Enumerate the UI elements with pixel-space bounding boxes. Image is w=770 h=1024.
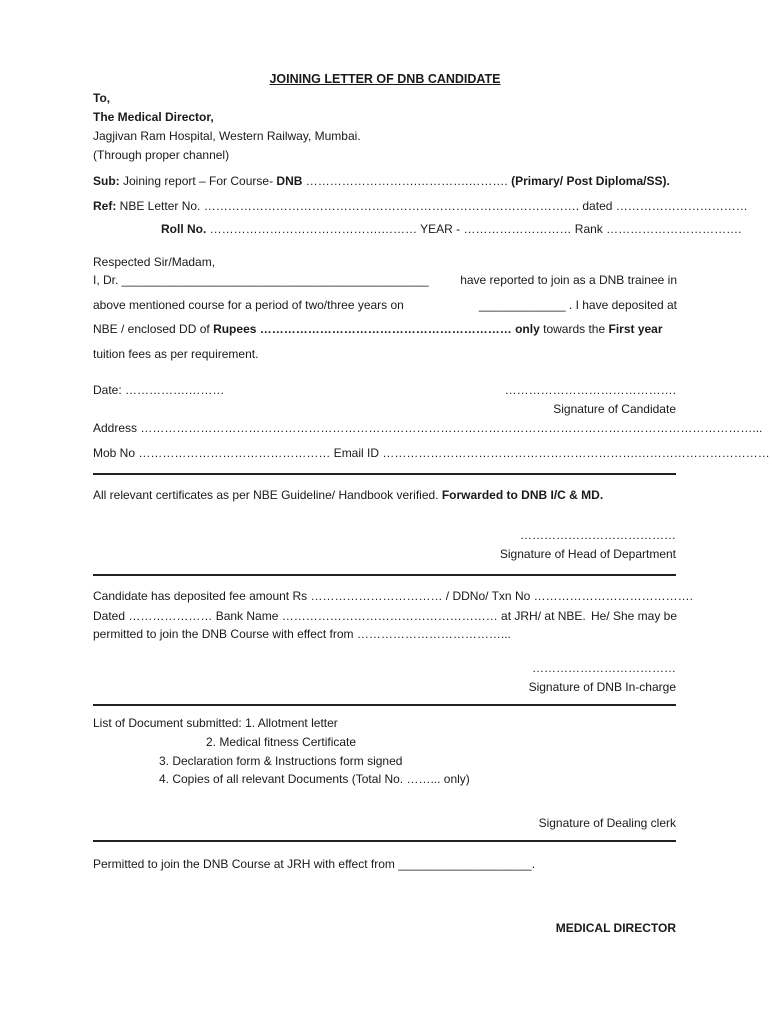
body-line-1 (93, 273, 677, 288)
section-divider (93, 704, 676, 706)
salutation: Respected Sir/Madam, (93, 255, 216, 269)
subject-course-field[interactable]: ……………………….………….………. (302, 174, 508, 188)
fee-line-1[interactable]: Candidate has deposited fee amount Rs …………………………… / DDNo/ Txn No …………………………………. (93, 589, 693, 603)
body-line-4: tuition fees as per requirement. (93, 347, 259, 361)
first-year-label: First year (608, 322, 663, 336)
fee-line-2 (93, 609, 677, 624)
medical-director-label: MEDICAL DIRECTOR (555, 921, 676, 935)
documents-list-label: List of Document submitted: 1. Allotment letter (93, 716, 338, 730)
addressee-to: To, (93, 91, 111, 105)
subject-text: Joining report – For Course- (119, 174, 277, 188)
roll-text[interactable]: …………………………………….……… YEAR - ……………………… Rank ……………………………. (206, 222, 742, 236)
body-line-2-text: above mentioned course for a period of two/three years on (93, 298, 404, 312)
permitted-line[interactable]: Permitted to join the DNB Course at JRH with effect from ____________________. (93, 857, 536, 871)
joining-date-field[interactable]: _____________ . I have deposited at (478, 298, 677, 312)
subject-dnb: DNB (276, 174, 303, 188)
clerk-signature-label: Signature of Dealing clerk (538, 816, 676, 830)
forwarded-text: Forwarded to DNB I/C & MD. (441, 488, 604, 502)
rupees-field[interactable]: ……………………………………………………… (256, 322, 512, 336)
incharge-signature-field[interactable]: ……………………………… (532, 661, 676, 675)
roll-line (161, 222, 741, 237)
fee-line-2-text[interactable]: Dated ………………… Bank Name ……………………………………………… at JRH/ at NBE. (93, 609, 586, 623)
section-divider (93, 840, 676, 842)
addressee-title: The Medical Director, (93, 110, 214, 124)
candidate-signature-field[interactable]: ……………………………………. (504, 383, 676, 397)
body-line-3-towards: towards the (539, 322, 609, 336)
body-line-3-text: NBE / enclosed DD of (93, 322, 214, 336)
section-divider (93, 473, 676, 475)
body-line-2 (93, 298, 677, 313)
subject-line (93, 174, 670, 189)
fee-line-2-end: He/ She may be (590, 609, 677, 623)
reference-text[interactable]: NBE Letter No. …………………………………………………………………………………. dated …………………………… (116, 199, 748, 213)
subject-course-type: (Primary/ Post Diploma/SS). (507, 174, 670, 188)
address-field[interactable]: Address ………………………………………………………………………………………………………………………………………... (93, 421, 763, 435)
doctor-name-field[interactable]: I, Dr. ______________________________________________ (93, 273, 429, 287)
subject-label: Sub: (93, 174, 120, 188)
mobile-email-field[interactable]: Mob No ………………………………………… Email ID ……………………………………………………….…………………………… (93, 446, 770, 460)
hospital-name: Jagjivan Ram Hospital, Western Railway, Mumbai. (93, 129, 361, 143)
body-line-3 (93, 322, 677, 337)
incharge-signature-label: Signature of DNB In-charge (528, 680, 676, 694)
date-field[interactable]: Date: …………….……… (93, 383, 225, 397)
fee-line-3[interactable]: permitted to join the DNB Course with effect from ………………………………... (93, 627, 511, 641)
document-title: JOINING LETTER OF DNB CANDIDATE (269, 72, 501, 86)
certificates-line (93, 488, 603, 503)
roll-label: Roll No. (161, 222, 207, 236)
hod-signature-field[interactable]: ………………………………… (520, 528, 676, 542)
hod-signature-label: Signature of Head of Department (499, 547, 676, 561)
certificates-text: All relevant certificates as per NBE Guideline/ Handbook verified. (93, 488, 442, 502)
reference-line (93, 199, 748, 214)
body-line-1-text: have reported to join as a DNB trainee in (460, 273, 677, 287)
candidate-signature-label: Signature of Candidate (553, 402, 676, 416)
documents-list-item: 3. Declaration form & Instructions form signed (159, 754, 403, 768)
documents-list-item: 4. Copies of all relevant Documents (Total No. ……... only) (159, 772, 470, 786)
channel-note: (Through proper channel) (93, 148, 230, 162)
only-label: only (511, 322, 540, 336)
documents-list-item: 2. Medical fitness Certificate (206, 735, 357, 749)
reference-label: Ref: (93, 199, 117, 213)
rupees-label: Rupees (213, 322, 257, 336)
section-divider (93, 574, 676, 576)
